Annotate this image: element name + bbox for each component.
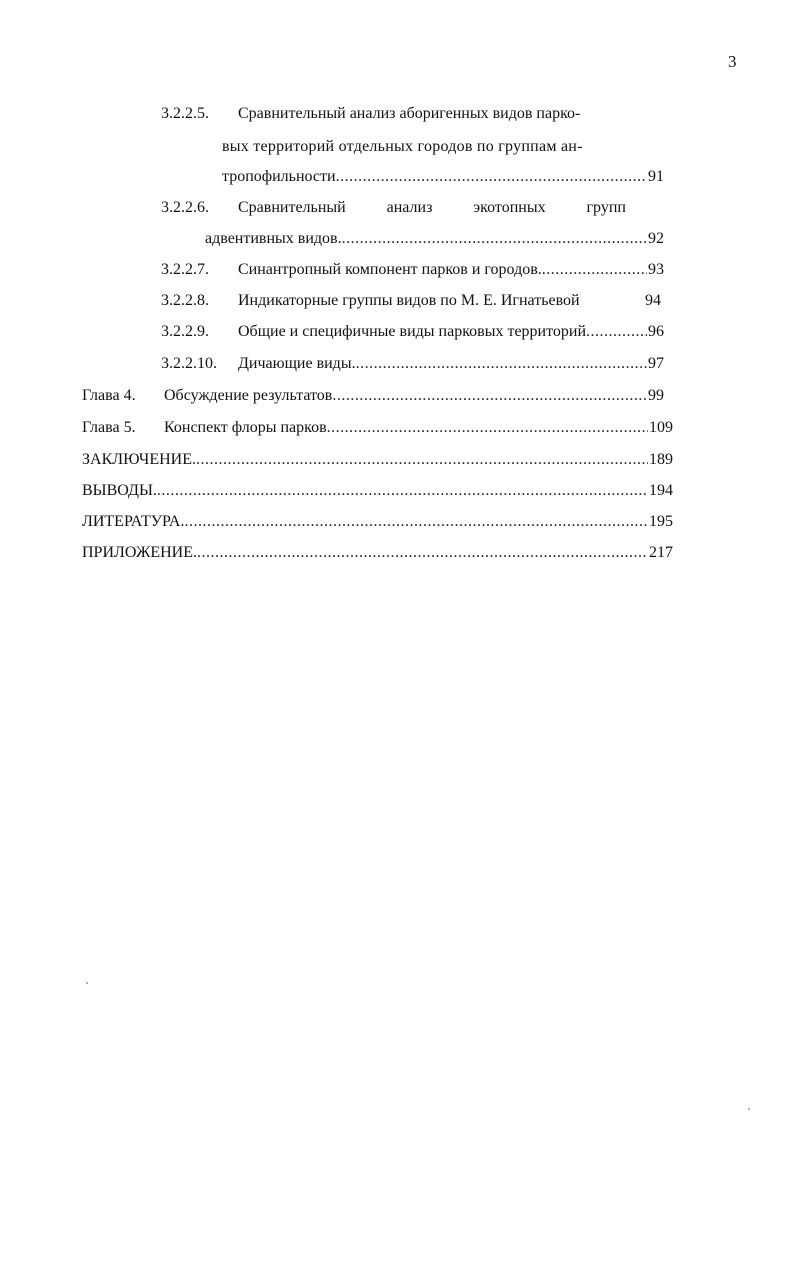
dot-leader — [196, 450, 648, 470]
toc-entry-3-2-2-5-title-line2 — [222, 137, 583, 157]
entry-title: ПРИЛОЖЕНИЕ. — [82, 544, 198, 561]
entry-page: 189 — [649, 451, 673, 468]
entry-title-word: Сравнительный — [238, 199, 346, 216]
toc-entry-3-2-2-10-title — [238, 354, 664, 374]
scan-speck — [86, 982, 88, 984]
dot-leader — [157, 481, 648, 501]
entry-title: ВЫВОДЫ. — [82, 482, 157, 499]
toc-chapter-5-label — [82, 418, 136, 438]
entry-title: Обсуждение результатов — [164, 387, 333, 404]
dot-leader — [586, 322, 647, 342]
entry-number: 3.2.2.6. — [161, 199, 209, 216]
toc-entry-3-2-2-6-title-line2 — [205, 229, 664, 249]
entry-page: 94 — [645, 292, 661, 309]
toc-entry-3-2-2-6-number — [161, 198, 209, 218]
entry-title: Индикаторные группы видов по М. Е. Игнатьевой — [238, 292, 580, 309]
entry-title-word: анализ — [386, 199, 433, 216]
entry-title: Конспект флоры парков — [164, 419, 327, 436]
toc-entry-3-2-2-8-page — [645, 291, 661, 311]
entry-page: 194 — [649, 482, 673, 499]
toc-appendix — [82, 543, 673, 563]
entry-page: 93 — [648, 261, 664, 278]
toc-entry-3-2-2-9-number — [161, 322, 209, 342]
entry-page: 97 — [648, 355, 664, 372]
entry-title: Синантропный компонент парков и городов. — [238, 261, 542, 278]
entry-title: ЛИТЕРАТУРА. — [82, 513, 185, 530]
toc-entry-3-2-2-5-title-line1 — [238, 104, 580, 124]
toc-entry-3-2-2-8-title — [238, 291, 580, 311]
entry-title: Сравнительный анализ аборигенных видов парко- — [238, 105, 581, 122]
entry-title: ЗАКЛЮЧЕНИЕ. — [82, 451, 196, 468]
toc-entry-3-2-2-8-number — [161, 291, 209, 311]
toc-entry-3-2-2-10-number — [161, 354, 217, 374]
entry-title: вых территорий отдельных городов по группам ан- — [222, 138, 583, 155]
toc-entry-3-2-2-6-title-line1 — [238, 198, 626, 218]
dot-leader — [336, 167, 647, 187]
entry-number: 3.2.2.10. — [161, 355, 217, 372]
chapter-label: Глава 4. — [82, 387, 136, 404]
dot-leader — [542, 260, 647, 280]
entry-page: 92 — [648, 230, 664, 247]
entry-title: Дичающие виды. — [238, 355, 356, 372]
toc-chapter-4-label — [82, 386, 136, 406]
entry-number: 3.2.2.5. — [161, 105, 209, 122]
toc-findings — [82, 481, 673, 501]
entry-page: 195 — [649, 513, 673, 530]
entry-number: 3.2.2.9. — [161, 323, 209, 340]
entry-page: 96 — [648, 323, 664, 340]
toc-entry-3-2-2-7-number — [161, 260, 209, 280]
toc-literature — [82, 512, 673, 532]
dot-leader — [184, 512, 648, 532]
entry-title: Общие и специфичные виды парковых территорий — [238, 323, 587, 340]
dot-leader — [356, 354, 647, 374]
dot-leader — [327, 418, 648, 438]
dot-leader — [332, 386, 647, 406]
entry-page: 99 — [648, 387, 664, 404]
entry-page: 91 — [648, 168, 664, 185]
entry-number: 3.2.2.7. — [161, 261, 209, 278]
entry-title-word: экотопных — [473, 199, 546, 216]
toc-entry-3-2-2-5-title-line3 — [222, 167, 664, 187]
toc-conclusion — [82, 450, 673, 470]
entry-title-word: групп — [586, 199, 626, 216]
dot-leader — [342, 229, 647, 249]
entry-title: адвентивных видов. — [205, 230, 342, 247]
page-number: 3 — [728, 52, 737, 71]
entry-page: 109 — [649, 419, 673, 436]
dot-leader — [197, 543, 648, 563]
toc-entry-3-2-2-7-title — [238, 260, 664, 280]
entry-page: 217 — [649, 544, 673, 561]
entry-number: 3.2.2.8. — [161, 292, 209, 309]
toc-chapter-4-title — [164, 386, 664, 406]
toc-entry-3-2-2-5-number — [161, 104, 209, 124]
toc-chapter-5-title — [164, 418, 673, 438]
entry-title: тропофильности — [222, 168, 336, 185]
scan-speck — [748, 1108, 750, 1110]
chapter-label: Глава 5. — [82, 419, 136, 436]
toc-entry-3-2-2-9-title — [238, 322, 664, 342]
